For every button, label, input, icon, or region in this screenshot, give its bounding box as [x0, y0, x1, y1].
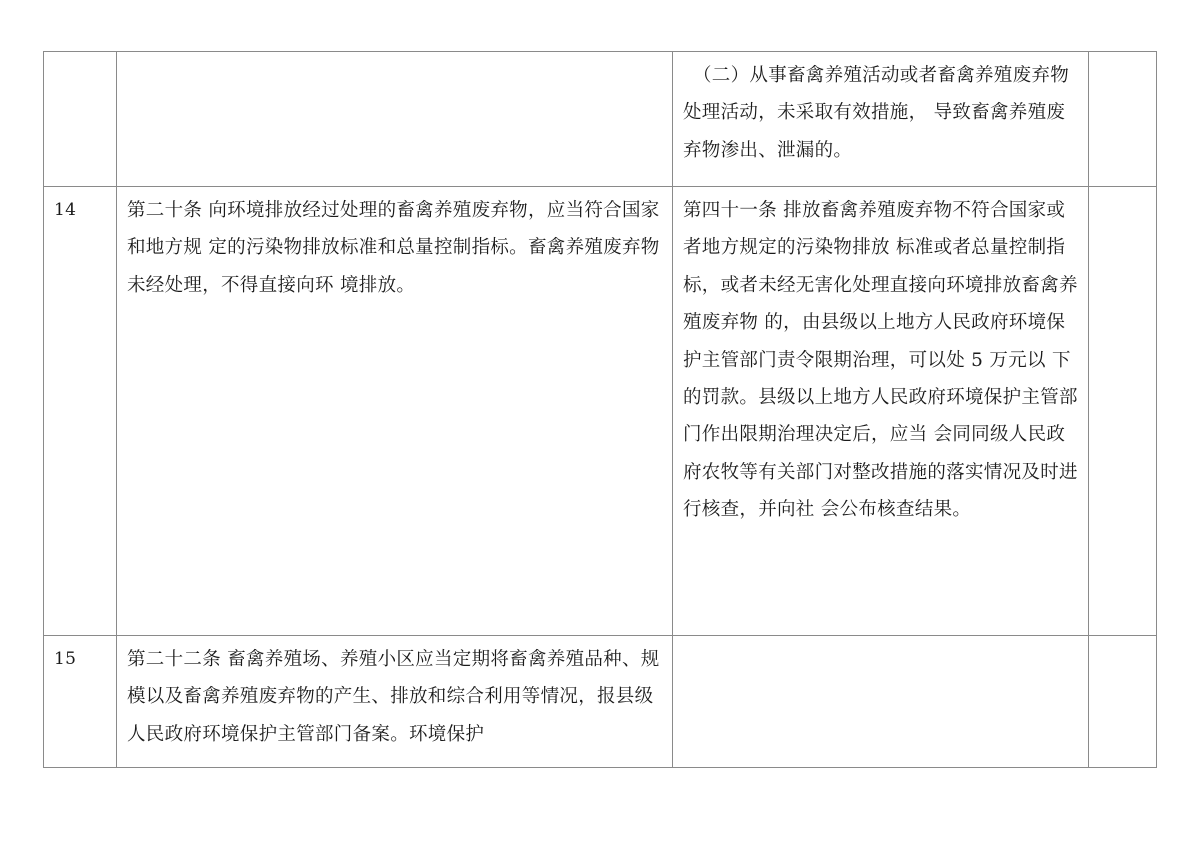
- row-number-cell: [44, 52, 117, 187]
- original-clause-cell: [117, 636, 673, 768]
- note-cell: [1089, 636, 1157, 768]
- table-row: [44, 636, 1157, 768]
- regulation-comparison-table: [43, 51, 1157, 768]
- original-clause-text: 第二十二条 畜禽养殖场、养殖小区应当定期将畜禽养殖品种、规模以及畜禽养殖废弃物的产生、排放和综合利用等情况，报县级人民政府环境保护主管部门备案。环境保护: [127, 649, 660, 745]
- revised-clause-text: 第四十一条 排放畜禽养殖废弃物不符合国家或者地方规定的污染物排放 标准或者总量控制指标，或者未经无害化处理直接向环境排放畜禽养殖废弃物 的，由县级以上地方人民政府环境保护主管部门责令限期治理，可以处 5 万元以 下的罚款。县级以上地方人民政府环境保护主管部门作出限期治理决定后，应当 会同同级人民政府农牧等有关部门对整改措施的落实情况及时进行核查，并向社 会公布核查结果。: [683, 200, 1078, 521]
- revised-clause-cell: [673, 187, 1089, 636]
- revised-clause-cell: [673, 636, 1089, 768]
- note-cell: [1089, 187, 1157, 636]
- table-row: [44, 187, 1157, 636]
- original-clause-cell: [117, 187, 673, 636]
- note-cell: [1089, 52, 1157, 187]
- revised-clause-text: （二）从事畜禽养殖活动或者畜禽养殖废弃物处理活动，未采取有效措施， 导致畜禽养殖废弃物渗出、泄漏的。: [683, 65, 1070, 161]
- row-number-cell: [44, 187, 117, 636]
- original-clause-text: 第二十条 向环境排放经过处理的畜禽养殖废弃物，应当符合国家和地方规 定的污染物排放标准和总量控制指标。畜禽养殖废弃物未经处理，不得直接向环 境排放。: [127, 200, 660, 296]
- row-number-cell: [44, 636, 117, 768]
- table-row: [44, 52, 1157, 187]
- original-clause-cell: [117, 52, 673, 187]
- revised-clause-cell: [673, 52, 1089, 187]
- row-number: 14: [54, 200, 77, 220]
- row-number: 15: [54, 649, 77, 669]
